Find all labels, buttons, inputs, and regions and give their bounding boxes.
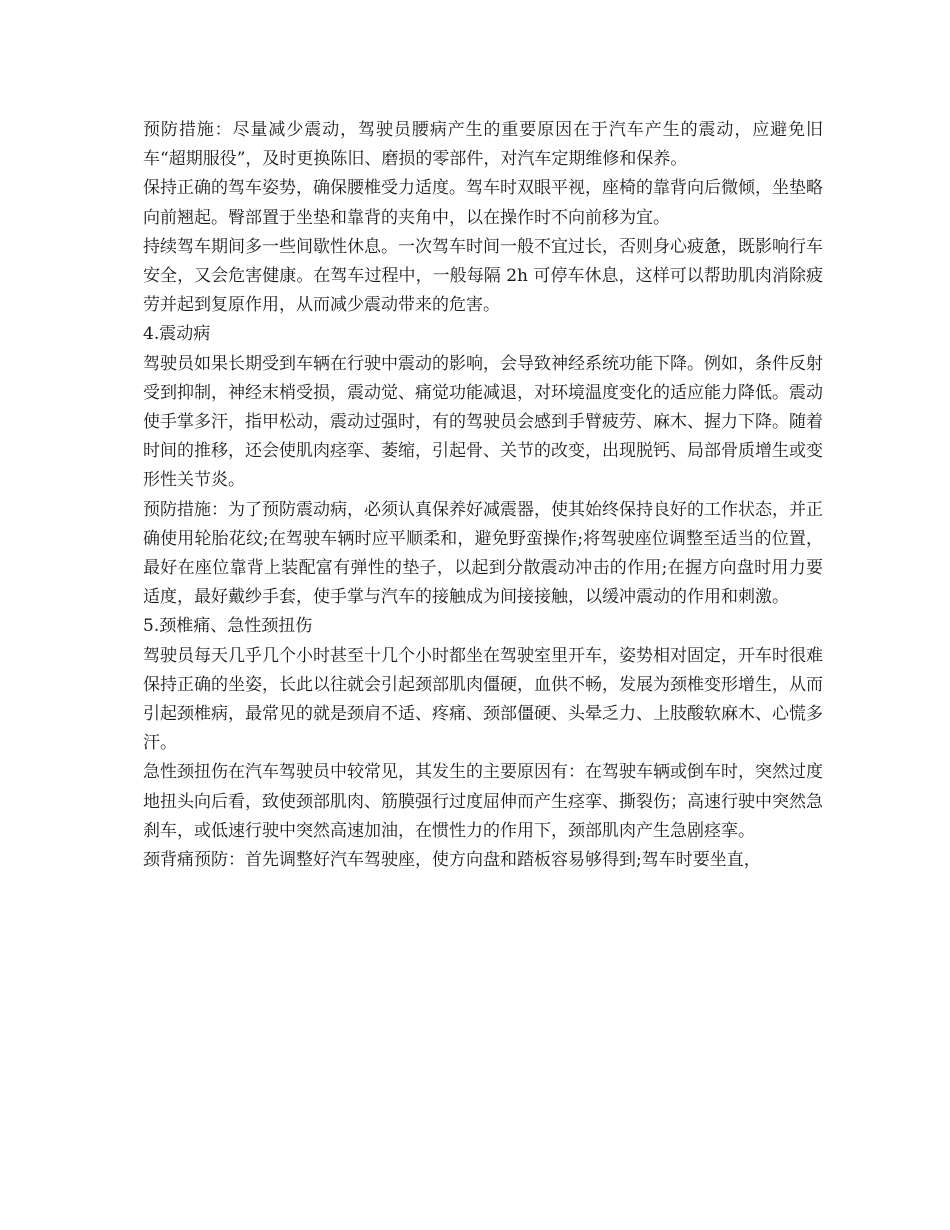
paragraph-driving-posture: 保持正确的驾车姿势，确保腰椎受力适度。驾车时双眼平视，座椅的靠背向后微倾，坐垫略向前翘起。臀部置于坐垫和靠背的夹角中，以在操作时不向前移为宜。 <box>143 178 823 228</box>
paragraph-vibration-disease: 驾驶员如果长期受到车辆在行驶中震动的影响，会导致神经系统功能下降。例如，条件反射受到抑制，神经末梢受损，震动觉、痛觉功能减退，对环境温度变化的适应能力降低。震动使手掌多汗，指甲松动，震动过强时，有的驾驶员会感到手臂疲劳、麻木、握力下降。随着时间的推移，还会使肌肉痉挛、萎缩，引起骨、关节的改变，出现脱钙、局部骨质增生或变形性关节炎。 <box>143 353 823 491</box>
paragraph-acute-neck-sprain: 急性颈扭伤在汽车驾驶员中较常见，其发生的主要原因有：在驾驶车辆或倒车时，突然过度地扭头向后看，致使颈部肌肉、筋膜强行过度屈伸而产生痉挛、撕裂伤；高速行驶中突然急刹车，或低速行驶中突然高速加油，在惯性力的作用下，颈部肌肉产生急剧痉挛。 <box>143 762 823 841</box>
section-heading-vibration-disease: 4.震动病 <box>143 324 211 345</box>
section-heading-neck-pain: 5.颈椎痛、急性颈扭伤 <box>143 616 313 637</box>
paragraph-vibration-disease-prevention: 预防措施：为了预防震动病，必须认真保养好减震器，使其始终保持良好的工作状态，并正确使用轮胎花纹;在驾驶车辆时应平顺柔和，避免野蛮操作;将驾驶座位调整至适当的位置，最好在座位靠背上装配富有弹性的垫子，以起到分散震动冲击的作用;在握方向盘时用力要适度，最好戴纱手套，使手掌与汽车的接触成为间接接触，以缓冲震动的作用和刺激。 <box>143 499 823 608</box>
paragraph-vibration-prevention: 预防措施：尽量减少震动，驾驶员腰病产生的重要原因在于汽车产生的震动，应避免旧车“超期服役”，及时更换陈旧、磨损的零部件，对汽车定期维修和保养。 <box>143 120 823 170</box>
paragraph-neck-back-pain-prevention: 颈背痛预防：首先调整好汽车驾驶座，使方向盘和踏板容易够得到;驾车时要坐直， <box>143 850 761 871</box>
paragraph-rest-breaks: 持续驾车期间多一些间歇性休息。一次驾车时间一般不宜过长，否则身心疲惫，既影响行车安全，又会危害健康。在驾车过程中，一般每隔 2h 可停车休息，这样可以帮助肌肉消除疲劳并起到复原作用，从而减少震动带来的危害。 <box>143 236 823 316</box>
document-body <box>143 116 823 875</box>
paragraph-cervical-spondylosis: 驾驶员每天几乎几个小时甚至十几个小时都坐在驾驶室里开车，姿势相对固定，开车时很难保持正确的坐姿，长此以往就会引起颈部肌肉僵硬，血供不畅，发展为颈椎变形增生，从而引起颈椎病，最常见的就是颈肩不适、疼痛、颈部僵硬、头晕乏力、上肢酸软麻木、心慌多汗。 <box>143 645 823 754</box>
